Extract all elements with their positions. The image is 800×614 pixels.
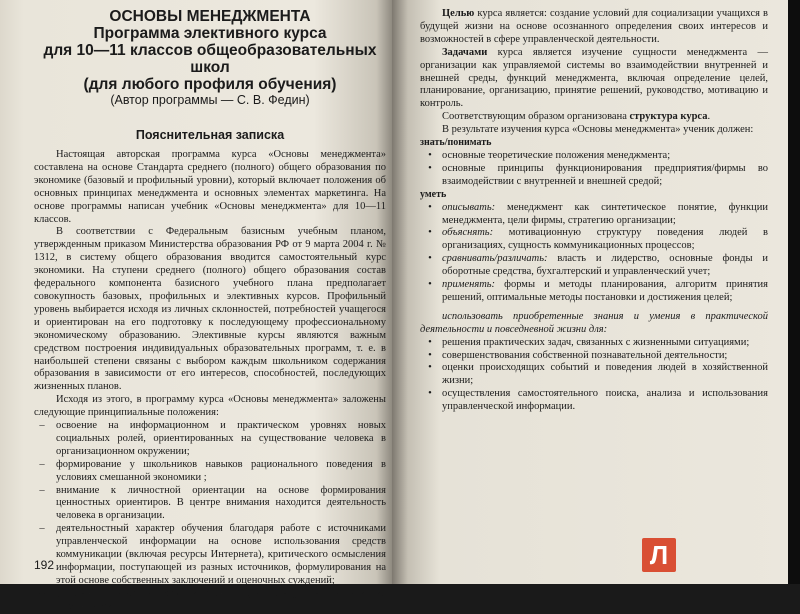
tasks-label: Задачами [442,46,488,58]
able-term: описывать: [442,201,496,213]
paragraph: Исходя из этого, в программу курса «Основы менеджмента» заложены следующие принципиальные положения: [34,394,386,419]
list-item [34,485,386,524]
structure-paragraph [420,111,768,124]
program-author: (Автор программы — С. В. Федин) [110,93,310,107]
dash-marker: – [39,420,45,432]
bullet-marker: • [428,279,432,291]
list-item-text: деятельностный характер обучения благодаря работе с источниками управленческой информации на основе использования средств коммуникации (включая ресурсы Интернета), критического осмысления информации, поступающей из разных источников, формулирования на этой основе собственных заключений и оценочных суждений; [56,523,386,586]
list-item-text: внимание к личностной ориентации на основе формирования ценностных ориентиров. В центре внимания находится деятельность человека в организации. [56,484,386,522]
dash-marker: – [39,484,45,496]
able-text: формы и методы планирования, алгоритм принятия решений, оптимальные методы постановки и достижения целей; [442,279,768,303]
program-grades: для 10—11 классов общеобразовательных школ [43,42,377,76]
list-item [420,253,768,279]
goal-text: курса является: создание условий для социализации учащихся в будущей жизни на основе осознанного определения своих интересов и возможностей в сфере управленческой деятельности. [420,8,768,45]
goal-label: Целью [442,8,475,19]
list-item [420,350,768,363]
list-item [420,337,768,350]
program-title: ОСНОВЫ МЕНЕДЖМЕНТА [109,8,311,25]
list-item [420,362,768,388]
paragraph: В соответствии с Федеральным базисным учебным планом, утвержденным приказом Министерства образования РФ от 9 марта 2004 г. № 1312, в систему общего образования вводится самостоятельный курс экономики. На ступени среднего (полного) общего образования состав федерального компонента базисного учебного плана предполагает совокупность базовых, профильных и элективных курсов. Профильный уровень выбирается исходя из личных склонностей, потребностей учащегося и ориентирован на его подготовку к последующему профессиональному экономическому образованию. Элективные курсы являются важным средством построения индивидуальных образовательных программ, т. е. в наибольшей степени связаны с выбором каждым школьником содержания образования в зависимости от его интересов, способностей, последующих жизненных планов. [34,226,386,393]
list-item [34,588,386,614]
section-heading: Пояснительная записка [135,128,285,142]
list-item [34,459,386,485]
able-list [420,202,768,305]
right-page [392,0,788,584]
able-term: сравнивать/различать: [442,253,548,265]
list-item-text: осуществления самостоятельного поиска, анализа и использования управленческой информации. [442,388,768,413]
right-page-content [420,8,768,414]
page-number: 192 [34,558,55,572]
bullet-marker: • [428,227,432,239]
list-item-text: формирование у школьников навыков рационального поведения в условиях смешанной экономики ; [56,458,386,483]
list-item [420,388,768,414]
list-item [420,150,768,163]
able-label: уметь [420,188,447,200]
bullet-marker: • [428,149,432,161]
list-item-text: освоение на информационном и практическом уровнях новых социальных ролей, ориентированных на существование человека в организационном окружении; [56,420,386,457]
bullet-marker: • [428,388,432,400]
left-page [0,0,392,612]
able-text: менеджмент как синтетическое понятие, функции менеджмента, цели фирмы, стратегию организации; [442,201,768,226]
result-paragraph: В результате изучения курса «Основы менеджмента» ученик должен: [442,124,754,136]
tasks-paragraph [420,47,768,112]
bullet-marker: • [428,253,432,265]
list-item [420,227,768,253]
program-profile: (для любого профиля обучения) [83,76,337,93]
know-label: знать/понимать [420,137,492,149]
use-paragraph [420,311,768,337]
book-edge [788,0,800,584]
list-item-text: совершенствования собственной познавательной деятельности; [442,349,728,361]
bullet-marker: • [428,362,432,374]
list-item [34,420,386,459]
list-item-text: решения практических задач, связанных с жизненными ситуациями; [442,336,750,348]
goal-paragraph [420,8,768,47]
structure-end: . [707,111,711,123]
list-item-text: участия в обучающих играх и тренингах, моделирующих ситуации из реальной жизни. [56,587,386,612]
left-page-content [34,8,386,614]
structure-text: Соответствующим образом организована [442,111,630,123]
structure-bold: структура курса [629,111,708,123]
list-item-text: основные теоретические положения менеджмента; [442,149,671,161]
list-item-text: основные принципы функционирования предприятия/фирмы во взаимодействии с внутренней и внешней средой; [442,162,768,187]
bullet-marker: • [428,349,432,361]
able-text: мотивационную структуру поведения людей в организациях, сущность коммуникационных процессов; [442,227,768,252]
use-list [420,337,768,414]
principles-list [34,420,386,614]
dash-marker: – [39,523,45,535]
list-item [34,523,386,588]
list-item-text: оценки происходящих событий и поведения людей в хозяйственной жизни; [442,362,768,387]
list-item [420,163,768,189]
dash-marker: – [39,458,45,470]
dash-marker: – [39,587,45,599]
program-subtitle: Программа элективного курса [93,25,327,42]
know-list [420,150,768,189]
bullet-marker: • [428,201,432,213]
labirint-logo: Л [642,538,676,572]
tasks-text: курса является изучение сущности менеджмента — организации как управляемой системы во взаимодействии внутренней и внешней среды, функций менеджмента, включая определение целей, планирование, организацию, принятие решений, руководство, мотивацию и контроль. [420,46,768,110]
paragraph: Настоящая авторская программа курса «Основы менеджмента» составлена на основе Стандарта среднего (полного) общего образования по экономике (базовый и профильный уровни), который включает положения об основных принципах менеджмента и основных элементах маркетинга. На основе программы написан учебник «Основы менеджмента» для 10—11 классов. [34,149,386,225]
bullet-marker: • [428,162,432,174]
list-item [420,202,768,228]
use-label: использовать приобретенные знания и умения в практической деятельности и повседневной жизни для: [420,310,768,335]
able-text: власть и лидерство, основные фонды и оборотные средства, бухгалтерский и управленческий учет; [442,253,768,278]
able-term: применять: [442,279,496,291]
list-item [420,279,768,305]
able-term: объяснять: [442,227,494,239]
bullet-marker: • [428,336,432,348]
